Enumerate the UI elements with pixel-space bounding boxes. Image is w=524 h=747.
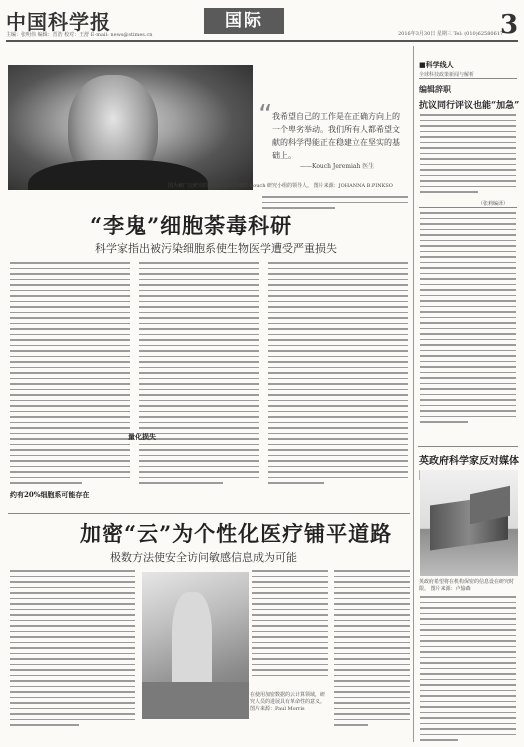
sidebar-tag-desc: 全球科技政策新闻与解析 <box>419 72 475 78</box>
masthead-rule <box>6 40 518 42</box>
sidebar-title: 抗议同行评议也能“加急” <box>419 101 520 111</box>
masthead-meta: 主编：张明伟 编辑：晋浩 校对：王舒 E-mail: news@stimes.cn <box>6 32 153 38</box>
subsection-heading-a: 约有20%细胞系可能存在 <box>10 490 90 499</box>
masthead-title: 中国科学报 <box>6 10 111 34</box>
issue-meta: 2016年3月30日 星期三 Tel: (010)62580617 <box>398 31 504 37</box>
sidebar-box-body <box>420 114 516 197</box>
pull-quote: 我希望自己的工作是在正确方向上的一个卑劣举动。我们所有人都希望文献的科学得能正在稳建立在坚实的基础上。 <box>272 112 400 160</box>
sidebar-author: （张莉编译） <box>478 201 509 207</box>
column-divider <box>413 46 414 742</box>
second-article-body-col1 <box>10 570 135 730</box>
sidebar-tag: ■科学线人 <box>419 60 454 69</box>
main-subhead: 科学家指出被污染细胞系使生物医学遭受严重损失 <box>95 242 337 255</box>
lab-bench <box>142 682 249 719</box>
second-article-body-col3 <box>334 570 410 730</box>
second-subhead: 极数方法使安全访问敏感信息成为可能 <box>110 551 297 564</box>
main-headline: “李鬼”细胞荼毒科研 <box>90 213 293 238</box>
main-article-body-col1 <box>10 262 130 488</box>
quote-author: ——Kouch Jeremiah 医生 <box>300 163 375 170</box>
scientist-portrait-photo <box>8 65 253 190</box>
quote-mark-icon: “ <box>258 98 273 131</box>
subsection-heading-b: 量化损失 <box>128 432 156 441</box>
lab-researcher-photo <box>142 572 249 719</box>
sidebar-article-body <box>420 596 516 745</box>
sidebar-column-label: 编辑辞职 <box>419 84 451 94</box>
sidebar-body <box>420 212 516 427</box>
section-label: 国际 <box>204 8 284 34</box>
sidebar-divider <box>418 446 518 447</box>
building-photo <box>420 470 518 576</box>
lab-photo-caption: 在使用加密数据的云计算领域，研究人员的进展具有革命性的意义。 图片来源：Paul Morris <box>250 692 326 712</box>
article-divider <box>8 513 410 514</box>
second-headline: 加密“云”为个性化医疗铺平道路 <box>80 521 393 546</box>
main-article-body-col3 <box>268 262 408 488</box>
page-number: 3 <box>500 10 519 40</box>
researcher-figure <box>172 592 212 692</box>
second-article-body-col2 <box>252 570 328 680</box>
main-article-body-col2 <box>139 262 259 488</box>
portrait-caption: 图为被广泛研究的细胞系感染领域的 Kouch 研究小组的领导人。 图片来源：JOHANNA B.PINKSO <box>168 183 393 189</box>
building-photo-caption: 英政府希望将在机构保密的信息设在研究时限。 图片来源：卢愉森 <box>419 579 515 592</box>
sidebar-article-headline: 英政府科学家反对媒体 <box>419 456 519 467</box>
